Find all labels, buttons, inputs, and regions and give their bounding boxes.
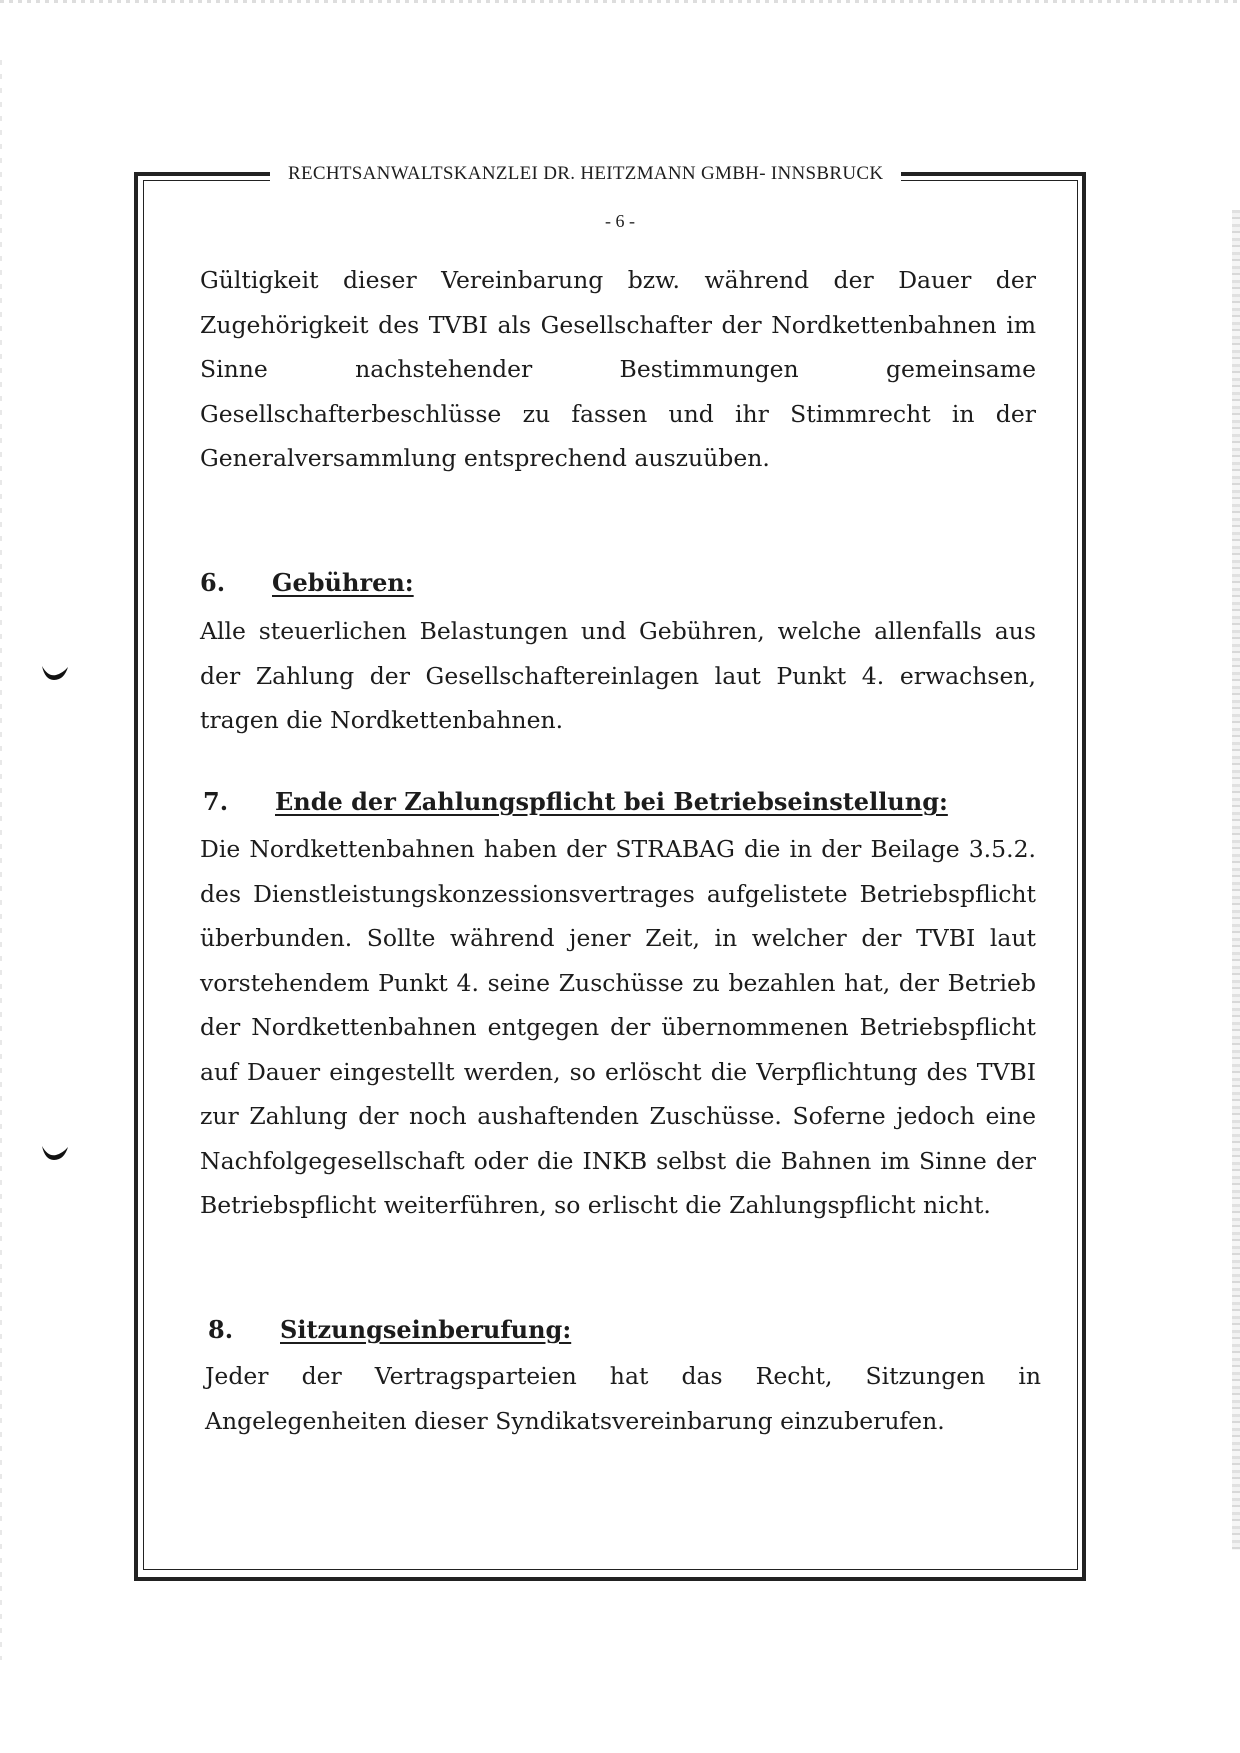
scan-edge-right [1232, 210, 1240, 1550]
punch-mark-icon [40, 663, 70, 681]
page-number: - 6 - [605, 211, 635, 231]
section-title: Ende der Zahlungspflicht bei Betriebseinstellung: [275, 787, 948, 816]
section-body-6: Alle steuerlichen Belastungen und Gebühren, welche allenfalls aus der Zahlung der Gesellschaftereinlagen laut Punkt 4. erwachsen, tragen die Nordkettenbahnen. [200, 617, 1036, 734]
intro-paragraph: Gültigkeit dieser Vereinbarung bzw. während der Dauer der Zugehörigkeit des TVBI als Gesellschafter der Nordkettenbahnen im Sinne nachstehender Bestimmungen gemeinsame Gesellschafterbeschlüsse zu fassen und ihr Stimmrecht in der Generalversammlung entsprechend auszuüben. [200, 266, 1036, 472]
section-title: Sitzungseinberufung: [280, 1315, 572, 1344]
scan-edge-left [0, 60, 2, 1660]
section-number: 7. [203, 787, 229, 816]
scan-edge-top [0, 0, 1240, 3]
section-number: 8. [208, 1315, 234, 1344]
section-body-8: Jeder der Vertragsparteien hat das Recht, Sitzungen in Angelegenheiten dieser Syndikatsvereinbarung einzuberufen. [205, 1362, 1041, 1435]
letterhead: RECHTSANWALTSKANZLEI DR. HEITZMANN GMBH- INNSBRUCK [270, 158, 901, 190]
section-body-7: Die Nordkettenbahnen haben der STRABAG die in der Beilage 3.5.2. des Dienstleistungskonzessionsvertrages aufgelistete Betriebspflicht überbunden. Sollte während jener Zeit, in welcher der TVBI laut vorstehendem Punkt 4. seine Zuschüsse zu bezahlen hat, der Betrieb der Nordkettenbahnen entgegen der übernommenen Betriebspflicht auf Dauer eingestellt werden, so erlöscht die Verpflichtung des TVBI zur Zahlung der noch aushaftenden Zuschüsse. Soferne jedoch eine Nachfolgegesellschaft oder die INKB selbst die Bahnen im Sinne der Betriebspflicht weiterführen, so erlischt die Zahlungspflicht nicht. [200, 835, 1036, 1219]
section-title: Gebühren: [272, 568, 414, 597]
section-number: 6. [200, 568, 226, 597]
punch-mark-icon [40, 1143, 70, 1161]
